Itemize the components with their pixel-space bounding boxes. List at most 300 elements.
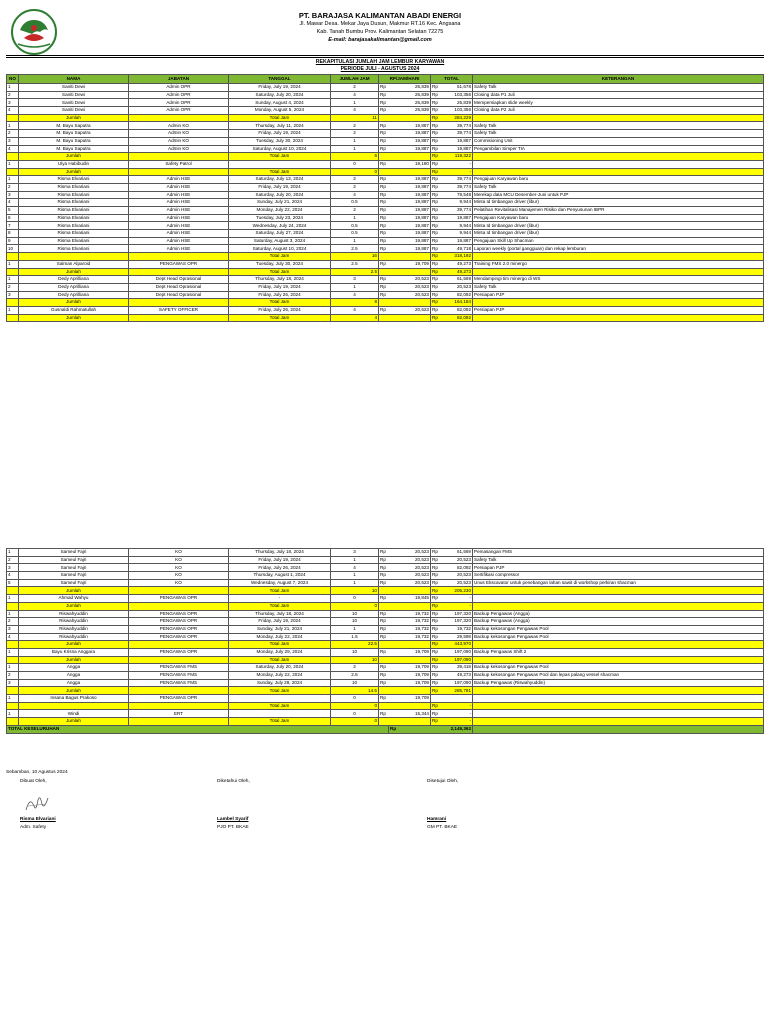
row-no: 4 (7, 145, 19, 153)
table-row (7, 618, 764, 626)
row-date: Friday, July 26, 2024 (229, 306, 331, 314)
row-rate: 19,180 (389, 160, 431, 168)
header-tanggal: TANGGAL (229, 75, 331, 84)
subtotal-row (7, 702, 764, 710)
row-rate-currency: Rp (379, 556, 389, 564)
row-name: Riswahyuddin (19, 610, 129, 618)
row-no: 2 (7, 91, 19, 99)
header-divider (6, 55, 764, 56)
subtotal-hours: 10 (331, 656, 379, 664)
subtotal-no (7, 168, 19, 176)
subtotal-blank (129, 253, 229, 261)
subtotal-total-jam-label: Total Jam (229, 114, 331, 122)
subtotal-note (473, 299, 764, 307)
row-hours: 10 (331, 610, 379, 618)
row-no: 9 (7, 237, 19, 245)
table-row (7, 207, 764, 215)
row-no: 2 (7, 183, 19, 191)
table-row (7, 648, 764, 656)
subtotal-currency: Rp (431, 587, 441, 595)
row-rate-currency: Rp (379, 679, 389, 687)
subtotal-note (473, 114, 764, 122)
row-position: Dept Head Oprasional (129, 283, 229, 291)
row-note: Commisioning Unit (473, 137, 764, 145)
row-total: 103,356 (441, 91, 473, 99)
row-name: Saniti Dewi (19, 107, 129, 115)
row-position: PENGAWAS FMS (129, 672, 229, 680)
row-total: 39,774 (441, 176, 473, 184)
subtotal-rate-currency (379, 656, 389, 664)
row-hours: 2 (331, 183, 379, 191)
subtotal-blank (129, 702, 229, 710)
row-hours: 0.5 (331, 222, 379, 230)
subtotal-amount: 284,229 (441, 114, 473, 122)
row-position: Admin HSE (129, 183, 229, 191)
row-note: Training FMS 2.0 minergo (473, 260, 764, 268)
table-row (7, 99, 764, 107)
row-total (441, 695, 473, 703)
table-row (7, 564, 764, 572)
row-name: Risma Elvariani (19, 207, 129, 215)
row-total-currency: Rp (431, 130, 441, 138)
subtotal-note (473, 253, 764, 261)
row-total-currency: Rp (431, 160, 441, 168)
row-position: Admin HSE (129, 230, 229, 238)
subtotal-rate-currency (379, 299, 389, 307)
row-rate-currency: Rp (379, 664, 389, 672)
row-note: Minta Id timbangan driver (libur) (473, 222, 764, 230)
subtotal-amount: - (441, 702, 473, 710)
row-total: 19,887 (441, 237, 473, 245)
row-name: Risma Elvariani (19, 222, 129, 230)
row-hours: 2 (331, 122, 379, 130)
grand-total-note (473, 725, 764, 733)
row-position: Admin KO (129, 130, 229, 138)
row-total: 9,944 (441, 199, 473, 207)
row-note: Backup kekosongan Pengawas Pool (473, 664, 764, 672)
subtotal-amount: 197,090 (441, 656, 473, 664)
row-total-currency: Rp (431, 260, 441, 268)
row-hours: 1 (331, 137, 379, 145)
row-position: KO (129, 549, 229, 557)
row-hours: 1 (331, 214, 379, 222)
subtotal-total-jam-label: Total Jam (229, 299, 331, 307)
row-rate-currency: Rp (379, 176, 389, 184)
subtotal-row (7, 268, 764, 276)
row-date: Saturday, July 20, 2024 (229, 91, 331, 99)
subtotal-blank (129, 314, 229, 322)
row-total-currency (431, 695, 441, 703)
subtotal-blank (129, 587, 229, 595)
grand-total-currency: Rp (389, 725, 431, 733)
row-hours: 1 (331, 625, 379, 633)
subtotal-no (7, 718, 19, 726)
row-note: Safety Talk (473, 84, 764, 92)
subtotal-blank (129, 656, 229, 664)
row-name: Angga (19, 664, 129, 672)
overtime-table-1 (6, 74, 764, 322)
approved-by-label: Disetujui Oleh, (427, 779, 459, 784)
row-position: Admin HSE (129, 191, 229, 199)
row-date: Sunday, July 21, 2024 (229, 199, 331, 207)
row-date: Thursday, July 11, 2024 (229, 122, 331, 130)
row-date: Sunday, July 21, 2024 (229, 625, 331, 633)
row-total-currency: Rp (431, 283, 441, 291)
header-rp-jam-hari: RP/JAM/HARI (379, 75, 431, 84)
subtotal-rate-currency (379, 687, 389, 695)
row-rate-currency: Rp (379, 207, 389, 215)
row-position: Admin OPR (129, 107, 229, 115)
row-no: 1 (7, 260, 19, 268)
subtotal-rate (389, 718, 431, 726)
row-name: Ulya Habibudin (19, 160, 129, 168)
row-position: PENGAWAS OPR (129, 633, 229, 641)
subtotal-rate-currency (379, 314, 389, 322)
subtotal-total-jam-label: Total Jam (229, 702, 331, 710)
row-date: Thursday, July 18, 2024 (229, 610, 331, 618)
row-rate: 19,887 (389, 222, 431, 230)
row-hours: 0.5 (331, 199, 379, 207)
row-note: Backup kekosongan Pengawas Pool (473, 625, 764, 633)
row-note: Safety Talk (473, 283, 764, 291)
row-no: 3 (7, 564, 19, 572)
row-hours: 3 (331, 276, 379, 284)
row-date (229, 160, 331, 168)
table-row (7, 679, 764, 687)
row-note (473, 595, 764, 603)
row-rate: 25,839 (389, 84, 431, 92)
company-logo (10, 8, 58, 56)
row-total-currency: Rp (431, 564, 441, 572)
subtotal-currency: Rp (431, 656, 441, 664)
row-date: Saturday, July 20, 2024 (229, 664, 331, 672)
row-note: Laporan weekly (portal gangguan) dan rekap lemburan (473, 245, 764, 253)
subtotal-currency: Rp (431, 268, 441, 276)
row-no: 1 (7, 648, 19, 656)
row-position: Admin KO (129, 137, 229, 145)
subtotal-hours: 0 (331, 602, 379, 610)
row-rate: 19,887 (389, 122, 431, 130)
row-rate-currency: Rp (379, 710, 389, 718)
row-name: Risma Elvariani (19, 176, 129, 184)
subtotal-note (473, 656, 764, 664)
row-name: Risma Elvariani (19, 191, 129, 199)
row-hours: 3 (331, 549, 379, 557)
row-total: 39,418 (441, 664, 473, 672)
subtotal-amount: 285,781 (441, 687, 473, 695)
row-hours: 1.5 (331, 633, 379, 641)
row-name: Risma Elvariani (19, 199, 129, 207)
row-total: 82,092 (441, 291, 473, 299)
row-date: Friday, July 19, 2024 (229, 556, 331, 564)
row-position: PENGAWAS OPR (129, 618, 229, 626)
row-rate: 19,887 (389, 237, 431, 245)
row-total: 79,548 (441, 191, 473, 199)
row-total: 39,774 (441, 183, 473, 191)
row-rate: 20,523 (389, 283, 431, 291)
subtotal-hours: 0 (331, 168, 379, 176)
row-total: 39,774 (441, 207, 473, 215)
subtotal-label: Jumlah (19, 587, 129, 595)
subtotal-currency: Rp (431, 641, 441, 649)
row-note: Sertifikasi compressor (473, 572, 764, 580)
subtotal-rate (389, 656, 431, 664)
subtotal-rate (389, 268, 431, 276)
row-hours: 2 (331, 176, 379, 184)
row-total-currency: Rp (431, 237, 441, 245)
row-total-currency: Rp (431, 276, 441, 284)
row-rate-currency: Rp (379, 191, 389, 199)
row-rate: 20,523 (389, 276, 431, 284)
row-no: 4 (7, 199, 19, 207)
subtotal-currency: Rp (431, 299, 441, 307)
header-total: TOTAL (431, 75, 473, 84)
table-row (7, 664, 764, 672)
row-date: Friday, July 19, 2024 (229, 618, 331, 626)
row-total-currency: Rp (431, 176, 441, 184)
row-rate-currency: Rp (379, 276, 389, 284)
row-note: Safety Talk (473, 130, 764, 138)
subtotal-amount: 318,192 (441, 253, 473, 261)
row-hours: 2 (331, 207, 379, 215)
row-note: Mempersiapkan slide weekly (473, 99, 764, 107)
subtotal-note (473, 587, 764, 595)
row-name: Risma Elvariani (19, 230, 129, 238)
row-total-currency: Rp (431, 107, 441, 115)
row-position: PENGAWAS OPR (129, 648, 229, 656)
row-date: Friday, July 19, 2024 (229, 283, 331, 291)
row-date (229, 695, 331, 703)
subtotal-currency: Rp (431, 253, 441, 261)
row-rate-currency: Rp (379, 283, 389, 291)
row-position: Admin HSE (129, 207, 229, 215)
subtotal-no (7, 687, 19, 695)
row-hours: 2 (331, 664, 379, 672)
subtotal-currency: Rp (431, 718, 441, 726)
subtotal-blank (129, 641, 229, 649)
header-jumlah-jam: JUMLAH JAM (331, 75, 379, 84)
row-rate: 19,709 (389, 679, 431, 687)
table-header-row (7, 75, 764, 84)
subtotal-rate-currency (379, 641, 389, 649)
subtotal-rate (389, 687, 431, 695)
subtotal-currency: Rp (431, 687, 441, 695)
grand-total-label: TOTAL KESELURUHAN (7, 725, 389, 733)
row-rate-currency: Rp (379, 137, 389, 145)
row-date: Monday, July 22, 2024 (229, 633, 331, 641)
overtime-table-2 (6, 548, 764, 734)
row-rate: 25,839 (389, 107, 431, 115)
row-note: Persiapan PJP (473, 291, 764, 299)
subtotal-rate-currency (379, 602, 389, 610)
row-hours: 10 (331, 618, 379, 626)
row-hours: 1 (331, 99, 379, 107)
row-position: PENGAWAS FMS (129, 679, 229, 687)
subtotal-rate-currency (379, 114, 389, 122)
row-rate-currency: Rp (379, 595, 389, 603)
subtotal-rate-currency (379, 718, 389, 726)
table-row (7, 633, 764, 641)
row-position: Dept Head Oprasional (129, 291, 229, 299)
row-rate-currency: Rp (379, 618, 389, 626)
handwritten-signature (22, 792, 52, 816)
signer-1-role: Adm. Safety (20, 825, 47, 830)
table-row (7, 183, 764, 191)
row-rate-currency: Rp (379, 230, 389, 238)
row-note: Pengajuan Karyawan baru (473, 176, 764, 184)
row-rate: 19,732 (389, 610, 431, 618)
subtotal-label: Jumlah (19, 268, 129, 276)
row-rate-currency: Rp (379, 91, 389, 99)
table-row (7, 84, 764, 92)
row-rate-currency: Rp (379, 160, 389, 168)
row-date: Tuesday, July 30, 2024 (229, 137, 331, 145)
row-total: 82,092 (441, 306, 473, 314)
table-row (7, 276, 764, 284)
subtotal-blank (129, 114, 229, 122)
subtotal-blank (129, 168, 229, 176)
row-total-currency: Rp (431, 230, 441, 238)
row-rate-currency: Rp (379, 291, 389, 299)
row-total-currency: Rp (431, 672, 441, 680)
subtotal-amount: - (441, 718, 473, 726)
row-note: Persiapan PJP (473, 564, 764, 572)
row-note: Closing data P1 Juli (473, 91, 764, 99)
row-no: 1 (7, 664, 19, 672)
row-name: Risma Elvariani (19, 183, 129, 191)
row-total: 197,320 (441, 618, 473, 626)
row-no: 1 (7, 84, 19, 92)
company-address-2: Kab. Tanah Bumbu Prov. Kalimantan Selatan 72275 (316, 29, 444, 35)
row-no: 4 (7, 107, 19, 115)
subtotal-note (473, 702, 764, 710)
signer-2-name: Lambel Syarif (217, 817, 249, 822)
table-row (7, 130, 764, 138)
row-position: Admin HSE (129, 214, 229, 222)
subtotal-total-jam-label: Total Jam (229, 641, 331, 649)
row-rate-currency: Rp (379, 672, 389, 680)
table-row (7, 222, 764, 230)
row-note: Pemasangan FMS (473, 549, 764, 557)
row-date: Thursday, July 18, 2024 (229, 276, 331, 284)
subtotal-hours: 0 (331, 718, 379, 726)
row-note: Closing data P2 Juli (473, 107, 764, 115)
signer-1-name: Risma Elvariani (20, 817, 56, 822)
table-row (7, 672, 764, 680)
subtotal-note (473, 602, 764, 610)
subtotal-currency: Rp (431, 114, 441, 122)
row-note (473, 160, 764, 168)
row-rate: 25,839 (389, 91, 431, 99)
subtotal-hours: 14.5 (331, 687, 379, 695)
row-hours: 4 (331, 191, 379, 199)
subtotal-blank (129, 299, 229, 307)
subtotal-row (7, 299, 764, 307)
subtotal-rate (389, 168, 431, 176)
grand-total-row (7, 725, 764, 733)
row-rate: 19,887 (389, 130, 431, 138)
row-total-currency: Rp (431, 306, 441, 314)
row-rate-currency: Rp (379, 107, 389, 115)
subtotal-hours: 10 (331, 587, 379, 595)
subtotal-note (473, 153, 764, 161)
row-total: 19,887 (441, 137, 473, 145)
row-date: Saturday, August 3, 2024 (229, 237, 331, 245)
subtotal-hours: 11 (331, 114, 379, 122)
subtotal-rate (389, 602, 431, 610)
row-position: Admin OPR (129, 84, 229, 92)
row-total-currency: Rp (431, 291, 441, 299)
row-no: 7 (7, 222, 19, 230)
row-date: Saturday, August 10, 2024 (229, 245, 331, 253)
row-date: Monday, August 5, 2024 (229, 107, 331, 115)
row-total-currency: Rp (431, 549, 441, 557)
subtotal-row (7, 587, 764, 595)
signer-3-role: GM PT. BKAE (427, 825, 458, 830)
row-note: Backup Pengawas Shift 2 (473, 648, 764, 656)
row-hours: 0 (331, 160, 379, 168)
subtotal-hours: 0 (331, 702, 379, 710)
row-rate: 25,839 (389, 99, 431, 107)
row-note: Backup kekosongan Pengawas Pool (473, 633, 764, 641)
row-total-currency: Rp (431, 145, 441, 153)
row-rate: 19,709 (389, 695, 431, 703)
table-row (7, 160, 764, 168)
subtotal-label (19, 253, 129, 261)
subtotal-blank (129, 602, 229, 610)
row-date: Friday, July 19, 2024 (229, 183, 331, 191)
row-name: Sameul Fajri (19, 572, 129, 580)
table-row (7, 199, 764, 207)
table-row (7, 595, 764, 603)
table-row (7, 625, 764, 633)
row-no: 6 (7, 214, 19, 222)
subtotal-label: Jumlah (19, 656, 129, 664)
row-total: 61,569 (441, 276, 473, 284)
table-row (7, 237, 764, 245)
row-date: Sunday, July 28, 2024 (229, 679, 331, 687)
row-total-currency: Rp (431, 579, 441, 587)
row-total: 197,320 (441, 610, 473, 618)
row-rate: 19,709 (389, 664, 431, 672)
row-total: 9,944 (441, 222, 473, 230)
subtotal-rate (389, 153, 431, 161)
row-rate: 19,845 (389, 595, 431, 603)
subtotal-rate (389, 114, 431, 122)
row-rate: 19,709 (389, 648, 431, 656)
subtotal-total-jam-label: Total Jam (229, 656, 331, 664)
subtotal-hours: 8 (331, 299, 379, 307)
row-name: Sameul Fajri (19, 579, 129, 587)
row-position: Dept Head Oprasional (129, 276, 229, 284)
row-name: Sameul Fajri (19, 556, 129, 564)
table-row (7, 572, 764, 580)
row-position: KO (129, 564, 229, 572)
row-total: 20,523 (441, 556, 473, 564)
row-hours: 0.5 (331, 230, 379, 238)
row-hours: 1 (331, 556, 379, 564)
subtotal-row (7, 168, 764, 176)
row-date: Friday, July 26, 2024 (229, 291, 331, 299)
row-total-currency: Rp (431, 556, 441, 564)
row-total-currency: Rp (431, 99, 441, 107)
row-note: Pengajuan Karyawan baru (473, 214, 764, 222)
row-no: 1 (7, 595, 19, 603)
company-header (200, 12, 560, 44)
table-row (7, 145, 764, 153)
subtotal-row (7, 602, 764, 610)
row-rate-currency: Rp (379, 214, 389, 222)
